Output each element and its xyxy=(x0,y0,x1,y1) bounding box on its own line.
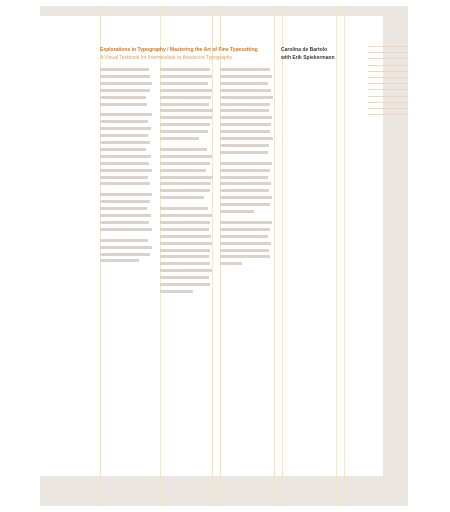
author-block xyxy=(281,46,351,62)
text-line-placeholder xyxy=(100,120,148,123)
text-line-placeholder xyxy=(160,162,210,165)
text-line-placeholder xyxy=(100,169,152,172)
text-line-placeholder xyxy=(100,75,150,78)
ruler-tick xyxy=(368,114,408,115)
grid-guide-line xyxy=(274,6,275,506)
text-line-placeholder xyxy=(100,113,152,116)
text-line-placeholder xyxy=(160,155,212,158)
text-line-placeholder xyxy=(220,123,271,126)
ruler-tick xyxy=(368,96,408,97)
text-line-placeholder xyxy=(100,239,148,242)
text-line-placeholder xyxy=(160,269,212,272)
text-line-placeholder xyxy=(220,137,273,140)
text-line-placeholder xyxy=(100,246,152,249)
text-line-placeholder xyxy=(220,242,271,245)
text-line-placeholder xyxy=(220,203,270,206)
text-line-placeholder xyxy=(160,276,209,279)
book-title: Explorations in Typography / Mastering the Art of Fine Typesetting xyxy=(100,47,258,53)
baseline-ruler-marks xyxy=(368,46,408,120)
grid-guide-line xyxy=(344,6,345,506)
text-line-placeholder xyxy=(220,189,269,192)
text-line-placeholder xyxy=(160,214,212,217)
text-line-placeholder xyxy=(160,137,199,140)
text-line-placeholder xyxy=(220,235,268,238)
text-line-placeholder xyxy=(160,290,193,293)
text-line-placeholder xyxy=(160,189,210,192)
text-line-placeholder xyxy=(100,89,150,92)
text-line-placeholder xyxy=(100,141,150,144)
ruler-tick xyxy=(368,65,408,66)
text-line-placeholder xyxy=(100,162,149,165)
text-line-placeholder xyxy=(100,127,151,130)
text-line-placeholder xyxy=(100,207,147,210)
text-line-placeholder xyxy=(220,196,272,199)
ruler-tick xyxy=(368,58,408,59)
text-line-placeholder xyxy=(160,249,210,252)
text-line-placeholder xyxy=(220,169,270,172)
text-line-placeholder xyxy=(220,162,272,165)
text-line-placeholder xyxy=(220,210,254,213)
text-line-placeholder xyxy=(220,89,271,92)
author-name: Carolina de Bartolo xyxy=(281,47,328,53)
text-line-placeholder xyxy=(220,109,269,112)
text-line-placeholder xyxy=(100,176,148,179)
text-line-placeholder xyxy=(160,68,210,71)
text-line-placeholder xyxy=(220,82,268,85)
text-line-placeholder xyxy=(100,82,152,85)
grid-guide-line xyxy=(336,6,337,506)
ruler-tick xyxy=(368,83,408,84)
header-title-block xyxy=(100,46,280,62)
text-line-placeholder xyxy=(100,155,151,158)
grid-guide-line xyxy=(282,6,283,506)
ruler-tick xyxy=(368,89,408,90)
text-line-placeholder xyxy=(100,182,150,185)
text-line-placeholder xyxy=(160,96,211,99)
ruler-tick xyxy=(368,52,408,53)
text-line-placeholder xyxy=(220,96,273,99)
text-line-placeholder xyxy=(160,207,208,210)
book-subtitle: A Visual Textbook for Intermediate to Advanced Typography xyxy=(100,55,233,61)
coauthor-name: with Erik Spiekermann xyxy=(281,55,335,61)
text-line-placeholder xyxy=(160,262,210,265)
text-line-placeholder xyxy=(220,262,242,265)
ruler-tick xyxy=(368,77,408,78)
text-line-placeholder xyxy=(160,235,211,238)
text-line-placeholder xyxy=(160,255,209,258)
text-line-placeholder xyxy=(220,68,270,71)
text-line-placeholder xyxy=(220,228,270,231)
text-line-placeholder xyxy=(220,116,272,119)
text-line-placeholder xyxy=(100,228,152,231)
text-line-placeholder xyxy=(220,75,272,78)
text-line-placeholder xyxy=(100,200,150,203)
text-line-placeholder xyxy=(220,103,270,106)
ruler-tick xyxy=(368,108,408,109)
text-line-placeholder xyxy=(220,255,270,258)
text-line-placeholder xyxy=(220,182,271,185)
text-line-placeholder xyxy=(160,82,208,85)
text-line-placeholder xyxy=(160,283,210,286)
text-line-placeholder xyxy=(100,253,150,256)
text-line-placeholder xyxy=(160,130,208,133)
ruler-tick xyxy=(368,102,408,103)
text-line-placeholder xyxy=(100,214,151,217)
text-line-placeholder xyxy=(160,116,212,119)
text-line-placeholder xyxy=(100,148,146,151)
text-line-placeholder xyxy=(160,148,207,151)
text-line-placeholder xyxy=(220,249,269,252)
text-line-placeholder xyxy=(220,176,268,179)
text-line-placeholder xyxy=(160,176,213,179)
text-line-placeholder xyxy=(160,103,209,106)
text-line-placeholder xyxy=(220,130,270,133)
text-line-placeholder xyxy=(100,221,149,224)
text-line-placeholder xyxy=(160,123,210,126)
text-line-placeholder xyxy=(100,103,147,106)
text-line-placeholder xyxy=(220,144,269,147)
text-line-placeholder xyxy=(100,96,146,99)
text-line-placeholder xyxy=(160,242,212,245)
text-line-placeholder xyxy=(160,182,211,185)
text-line-placeholder xyxy=(160,89,212,92)
text-line-placeholder xyxy=(160,196,204,199)
text-line-placeholder xyxy=(160,228,209,231)
text-line-placeholder xyxy=(100,193,152,196)
ruler-tick xyxy=(368,46,408,47)
text-line-placeholder xyxy=(100,259,139,262)
grid-guide-line xyxy=(212,6,213,506)
text-line-placeholder xyxy=(100,68,149,71)
text-line-placeholder xyxy=(160,221,210,224)
text-line-placeholder xyxy=(160,169,206,172)
text-line-placeholder xyxy=(220,151,268,154)
text-line-placeholder xyxy=(160,109,213,112)
text-line-placeholder xyxy=(100,134,148,137)
text-line-placeholder xyxy=(220,221,272,224)
text-line-placeholder xyxy=(160,75,212,78)
ruler-tick xyxy=(368,71,408,72)
